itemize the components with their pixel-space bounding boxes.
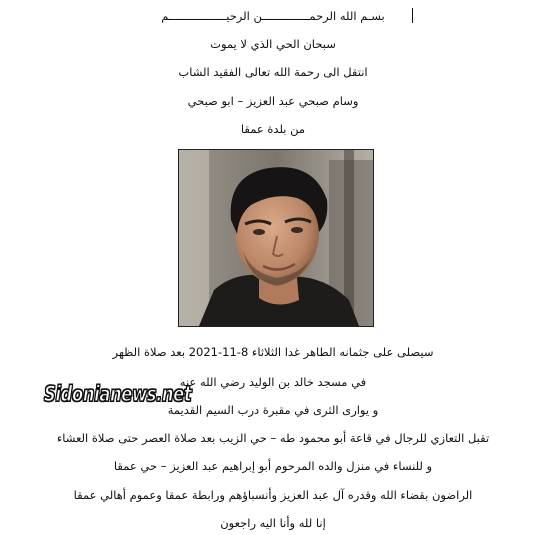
family-line: الراضون بقضاء الله وقدره آل عبد العزيز وأنسباؤهم ورابطة عمقا وعموم أهالي عمقا: [73, 488, 473, 502]
basmala-heading: بسـم الله الرحمــــــــــــــن الرحيـــــــــــــــــم: [161, 9, 385, 23]
site-watermark: Sidonianews.net: [44, 382, 192, 406]
deceased-name: وسام صبحي عبد العزيز – ابو صبحي: [187, 94, 359, 108]
hometown-line: من بلدة عمقا: [240, 122, 306, 136]
notice-line-2: سبحان الحي الذي لا يموت: [210, 37, 336, 51]
condolence-men-line: تقبل التعازي للرجال في قاعة أبو محمود طه – حي الزيب بعد صلاة العصر حتى صلاة العشاء: [56, 431, 490, 445]
prayer-line: سيصلى على جثمانه الطاهر غدا الثلاثاء 8-11-2021 بعد صلاة الظهر: [112, 345, 434, 359]
closing-verse: إنا لله وأنا اليه راجعون: [220, 516, 326, 530]
portrait-photo: [178, 149, 374, 327]
burial-line: و يوارى الثرى في مقبرة درب السيم القديمة: [167, 403, 379, 417]
mosque-line: في مسجد خالد بن الوليد رضي الله عنه: [179, 375, 367, 389]
notice-line-3: انتقل الى رحمة الله تعالى الفقيد الشاب: [178, 65, 368, 79]
text-cursor: [412, 8, 413, 23]
condolence-women-line: و للنساء في منزل والده المرحوم أبو إبراهيم عبد العزيز – حي عمقا: [113, 459, 433, 473]
